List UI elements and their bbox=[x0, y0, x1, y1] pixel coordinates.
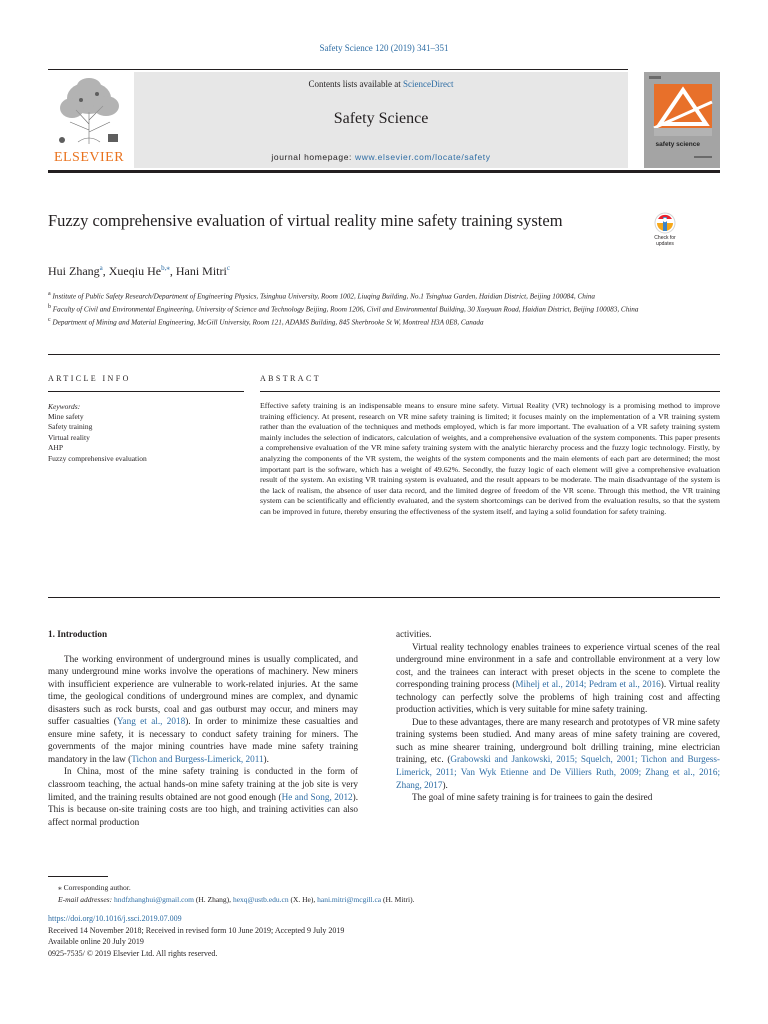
section-heading: 1. Introduction bbox=[48, 629, 108, 639]
email-addresses bbox=[48, 894, 720, 906]
affiliation-item bbox=[48, 315, 648, 328]
right-paragraphs bbox=[396, 628, 720, 804]
crossmark-icon bbox=[645, 211, 685, 237]
journal-cover-icon bbox=[644, 72, 720, 168]
affiliation-text: Department of Mining and Material Engineering, McGill University, Room 121, ADAMS Building, 845 Sherbrooke St W, Montreal H3A 0E8, Canada bbox=[52, 318, 484, 327]
footnotes bbox=[48, 882, 720, 905]
affiliation-rule bbox=[48, 354, 720, 355]
citation-link[interactable]: He and Song, 2012 bbox=[281, 791, 353, 802]
keyword-item: Safety training bbox=[48, 422, 93, 432]
affiliation-link[interactable]: c bbox=[226, 264, 230, 272]
email-owner: (H. Mitri). bbox=[381, 894, 415, 904]
header-rule-bottom bbox=[48, 170, 720, 173]
header-rule bbox=[48, 69, 628, 70]
affiliation-text: Faculty of Civil and Environmental Engineering, University of Science and Technology Beijing, Room 1206, Civil and Environmental Building, 30 Xueyuan Road, Haidian District, Beijing 100083, China bbox=[52, 305, 639, 314]
paragraph-text: ). bbox=[263, 753, 269, 764]
journal-citation[interactable]: Safety Science 120 (2019) 341–351 bbox=[319, 43, 449, 53]
keywords-label: Keywords: bbox=[48, 402, 81, 411]
body-paragraph bbox=[396, 791, 720, 804]
cover-title: safety science bbox=[655, 141, 700, 148]
author-name: Hui Zhang bbox=[48, 264, 100, 278]
paragraph-text: The goal of mine safety training is for trainees to gain the desired bbox=[412, 792, 653, 803]
article-info-rule bbox=[48, 391, 244, 392]
email-owner: (X. He), bbox=[288, 894, 318, 904]
affiliation-marker: c bbox=[48, 316, 51, 323]
homepage-link[interactable]: www.elsevier.com/locate/safety bbox=[354, 152, 491, 162]
email-label: E-mail addresses: bbox=[58, 894, 114, 904]
author-name: Hani Mitri bbox=[175, 264, 227, 278]
journal-title: Safety Science bbox=[333, 110, 429, 127]
received-dates: Received 14 November 2018; Received in revised form 10 June 2019; Accepted 9 July 2019 bbox=[48, 925, 345, 935]
sciencedirect-link[interactable]: ScienceDirect bbox=[403, 79, 454, 89]
affiliation-marker: a bbox=[48, 291, 51, 297]
affiliation-item bbox=[48, 289, 648, 302]
paragraph-text: ). Virtual reality technology can perfectly solve the problems of high training cost and affecting production activities, which is very suitable for mine safety training. bbox=[396, 679, 720, 715]
contents-line bbox=[134, 79, 628, 89]
elsevier-tree-logo bbox=[48, 72, 130, 168]
citation-link[interactable]: Mihelj et al., 2014; Pedram et al., 2016 bbox=[515, 679, 661, 690]
available-online: Available online 20 July 2019 bbox=[48, 937, 144, 947]
body-paragraph bbox=[48, 765, 358, 828]
journal-cover[interactable] bbox=[644, 72, 720, 168]
body-paragraph bbox=[396, 716, 720, 791]
elsevier-wordmark: ELSEVIER bbox=[53, 150, 125, 165]
paragraph-text: ). In order to minimize these casualties and ensure mine safety, it is necessary to conduct safety training for miners. The governments of the major mining countries have made mine safety training mandatory in the law ( bbox=[48, 716, 358, 764]
abstract-end-rule bbox=[48, 597, 720, 598]
contents-prefix: Contents lists available at bbox=[308, 79, 403, 89]
email-link[interactable]: hndfzhanghui@gmail.com bbox=[113, 894, 194, 904]
body-paragraph bbox=[48, 653, 358, 766]
keyword-item: Mine safety bbox=[48, 412, 84, 421]
author-list: Hui Zhang$^a$, Xueqiu $He^{b,⁎}$, Hani Mitri$^c$ bbox=[48, 264, 230, 278]
paragraph-text: The working environment of underground mines is usually complicated, and many underground mine works involve the operations of machinery. New miners with insufficient experience are vulnerable to work-related injuries. At the same time, the geological conditions of underground mines are complex, and dynamic disasters such as rock bursts, coal and gas outburst may occur, and miners may suffer casualties ( bbox=[48, 653, 358, 727]
crossmark-label: Check for updates bbox=[654, 235, 676, 247]
affiliation-text: Institute of Public Safety Research/Department of Engineering Physics, Tsinghua University, Room 1002, Liuqing Building, No.1 Tsinghua Garden, Haidian District, Beijing 100084, China bbox=[52, 292, 596, 301]
affiliation-marker: b bbox=[48, 303, 51, 310]
keywords-list bbox=[48, 412, 147, 464]
abstract-rule bbox=[260, 391, 720, 392]
left-paragraphs bbox=[48, 653, 358, 829]
keyword-item: Fuzzy comprehensive evaluation bbox=[48, 453, 147, 463]
doi-link[interactable]: https://doi.org/10.1016/j.ssci.2019.07.009 bbox=[48, 914, 182, 923]
affiliation-item bbox=[48, 302, 648, 315]
affiliation-link[interactable]: b,⁎ bbox=[161, 264, 170, 272]
email-owner: (H. Zhang), bbox=[193, 894, 233, 904]
email-link[interactable]: hexq@ustb.edu.cn bbox=[232, 894, 289, 904]
abstract-heading: ABSTRACT bbox=[260, 374, 321, 383]
footnote-rule bbox=[48, 876, 108, 877]
email-link[interactable]: hani.mitri@mcgill.ca bbox=[317, 894, 382, 904]
keyword-item: Virtual reality bbox=[48, 432, 90, 442]
check-for-updates-badge[interactable] bbox=[645, 211, 685, 253]
citation-link[interactable]: Yang et al., 2018 bbox=[116, 716, 186, 727]
author-name: Xueqiu He bbox=[108, 264, 162, 278]
paragraph-text: Due to these advantages, there are many research and prototypes of VR mine safety training systems been studied. And many areas of mine safety training are covered, such as mine shearer training, underground bolt drilling training, mine electrician training, etc. ( bbox=[396, 716, 720, 765]
paper-title: Fuzzy comprehensive evaluation of virtual reality mine safety training system bbox=[48, 211, 563, 230]
body-column-left bbox=[48, 628, 358, 828]
journal-header bbox=[48, 72, 720, 168]
citation-link[interactable]: Grabowski and Jankowski, 2015; Squelch, 2001; Tichon and Burgess-Limerick, 2011; Van Wyk Etienne and De Villiers Ruth, 2009; Zhang et al., 2016; Zhang, 2017 bbox=[396, 754, 720, 790]
elsevier-tree-icon bbox=[48, 72, 130, 150]
header-band bbox=[134, 72, 628, 168]
homepage-prefix: journal homepage: bbox=[271, 152, 355, 162]
paragraph-text: Virtual reality technology enables trainees to experience virtual scenes of the real underground mine environment in a safe and controllable environment at a very low cost, and the trainees can interact with preset objects in the scene to complete the corresponding training process ( bbox=[396, 641, 720, 690]
body-column-right bbox=[396, 628, 720, 804]
article-info-heading: ARTICLE INFO bbox=[48, 374, 131, 383]
corresponding-author-note: ⁎ Corresponding author. bbox=[58, 883, 131, 892]
affiliation-link[interactable]: a bbox=[99, 264, 103, 272]
paragraph-text: In China, most of the mine safety training is conducted in the form of classroom teaching, the actual hands-on mine safety training at the job site is very limited, and the training results obtained are not good enough ( bbox=[48, 766, 358, 802]
citation-link[interactable]: Tichon and Burgess-Limerick, 2011 bbox=[131, 753, 264, 764]
paragraph-text: activities. bbox=[396, 629, 432, 639]
keyword-item: AHP bbox=[48, 443, 64, 453]
publication-info bbox=[48, 913, 720, 959]
paragraph-text: ). bbox=[442, 779, 448, 790]
body-paragraph bbox=[396, 628, 720, 641]
paragraph-text: ). This is because on-site training costs are too high, and training activities can also affect normal production bbox=[48, 791, 358, 827]
affiliations bbox=[48, 289, 648, 328]
body-paragraph bbox=[396, 641, 720, 716]
homepage-line bbox=[134, 152, 628, 162]
abstract-text: Effective safety training is an indispensable means to ensure mine safety. Virtual Reality (VR) technology is a promising method to improve training efficiency. At present, research on VR mine safety training is limited; it focuses mainly on the implementation of a VR training system rather than the evaluation of the techniques and methods employed, which is far more important. The evaluation of a VR safety training system mainly includes the selection of indicators, calculation of weights, and a comprehensive evaluation of the system components. This paper presents a comprehensive evaluation of the VR mine safety training system with the analytic hierarchy process and the fuzzy logic technology. Firstly, by analyzing the components of the VR system, the weights of the system components and the main elements of each part are determined; the most important part is the software, which has a weight of 49.62%. Secondly, the fuzzy logic of each element will give a comprehensive evaluation result of the system. An existing VR training system is evaluated, and the result appears to be moderate. The main disadvantage of the system is the lack of realism, the absence of user data record, and the limited degree of freedom of the VR scene. Through this method, the VR training system can be scientifically and efficiently evaluated, and the system shortcomings can be derived from the evaluation results, so that the system can be improved in future, thereby ensuring the effectiveness of the system itself, and laying a solid foundation for safety training. bbox=[260, 401, 720, 516]
copyright: 0925-7535/ © 2019 Elsevier Ltd. All rights reserved. bbox=[48, 948, 218, 958]
